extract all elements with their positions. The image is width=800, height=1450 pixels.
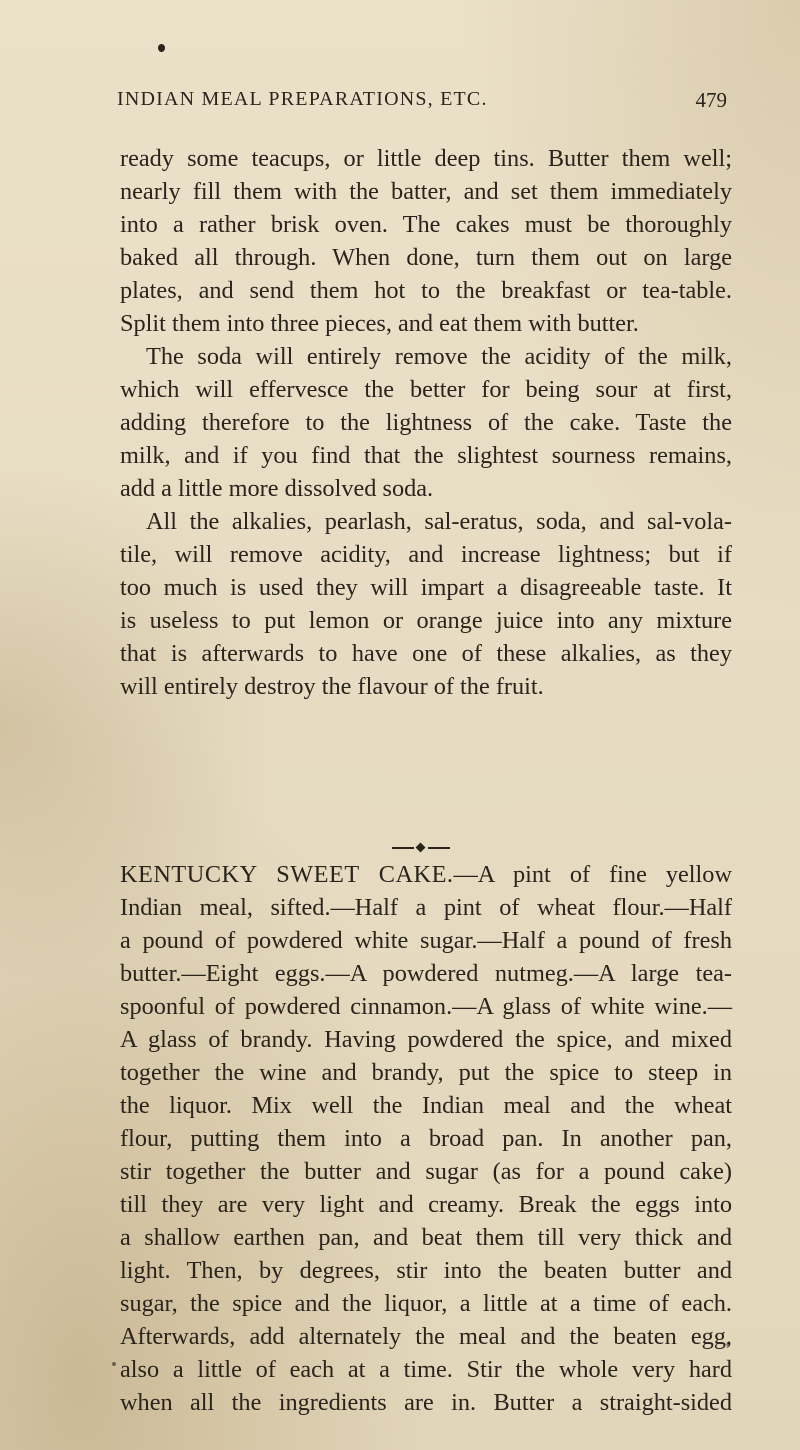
text-line: Split them into three pieces, and eat them with butter. (120, 310, 639, 337)
text-line: a shallow earthen pan, and beat them till very thick and (120, 1224, 732, 1251)
text-line: will entirely destroy the flavour of the fruit. (120, 673, 544, 700)
recipe-first-line-text: —A pint of fine yellow (453, 861, 732, 888)
text-line: also a little of each at a time. Stir the whole very hard (120, 1356, 732, 1383)
paragraph-soda (120, 340, 732, 505)
text-line: butter.—Eight eggs.—A powdered nutmeg.—A large tea- (120, 960, 732, 987)
text-line: stir together the butter and sugar (as for a pound cake) (120, 1158, 732, 1185)
text-line: which will effervesce the better for being sour at first, (120, 376, 732, 403)
text-line: that is afterwards to have one of these alkalies, as they (120, 640, 732, 667)
recipe-first-line (120, 858, 732, 891)
ink-speck (112, 1362, 116, 1366)
text-line: a pound of powdered white sugar.—Half a pound of fresh (120, 927, 732, 954)
text-line: Indian meal, sifted.—Half a pint of wheat flour.—Half (120, 894, 732, 921)
page-number: 479 (695, 88, 727, 112)
running-head: INDIAN MEAL PREPARATIONS, ETC. (117, 88, 488, 110)
text-line: too much is used they will impart a disagreeable taste. It (120, 574, 732, 601)
text-line: adding therefore to the lightness of the cake. Taste the (120, 409, 732, 436)
page-header (117, 88, 727, 128)
text-line: the liquor. Mix well the Indian meal and the wheat (120, 1092, 732, 1119)
ink-spot (158, 44, 165, 52)
divider-rule-right (428, 847, 450, 849)
text-line: All the alkalies, pearlash, sal-eratus, soda, and sal-vola- (146, 508, 732, 535)
section-divider (392, 843, 452, 853)
text-line: flour, putting them into a broad pan. In another pan, (120, 1125, 732, 1152)
text-line: is useless to put lemon or orange juice into any mixture (120, 607, 732, 634)
recipe-title: KENTUCKY SWEET CAKE. (120, 861, 454, 888)
text-line: A glass of brandy. Having powdered the spice, and mixed (120, 1026, 732, 1053)
divider-rule-left (392, 847, 414, 849)
text-line: plates, and send them hot to the breakfast or tea-table. (120, 277, 732, 304)
text-line: together the wine and brandy, put the spice to steep in (120, 1059, 732, 1086)
text-line: spoonful of powdered cinnamon.—A glass of white wine.— (120, 993, 732, 1020)
text-line: baked all through. When done, turn them out on large (120, 244, 732, 271)
text-line: ready some teacups, or little deep tins. Butter them well; (120, 145, 732, 172)
text-line: into a rather brisk oven. The cakes must be thoroughly (120, 211, 732, 238)
text-line: nearly fill them with the batter, and set them immediately (120, 178, 732, 205)
text-line: light. Then, by degrees, stir into the beaten butter and (120, 1257, 732, 1284)
text-line: The soda will entirely remove the acidity of the milk, (146, 343, 732, 370)
body-text-top (120, 142, 732, 703)
text-line: milk, and if you find that the slightest sourness remains, (120, 442, 732, 469)
divider-diamond-icon (416, 843, 426, 853)
text-line: when all the ingredients are in. Butter a straight-sided (120, 1389, 732, 1416)
paragraph-continued (120, 142, 732, 340)
text-line: Afterwards, add alternately the meal and the beaten egg, (120, 1323, 732, 1350)
text-line: add a little more dissolved soda. (120, 475, 434, 502)
recipe-kentucky-sweet-cake (120, 858, 732, 1419)
text-line: sugar, the spice and the liquor, a little at a time of each. (120, 1290, 732, 1317)
paragraph-alkalies (120, 505, 732, 703)
text-line: tile, will remove acidity, and increase lightness; but if (120, 541, 732, 568)
text-line: till they are very light and creamy. Break the eggs into (120, 1191, 732, 1218)
